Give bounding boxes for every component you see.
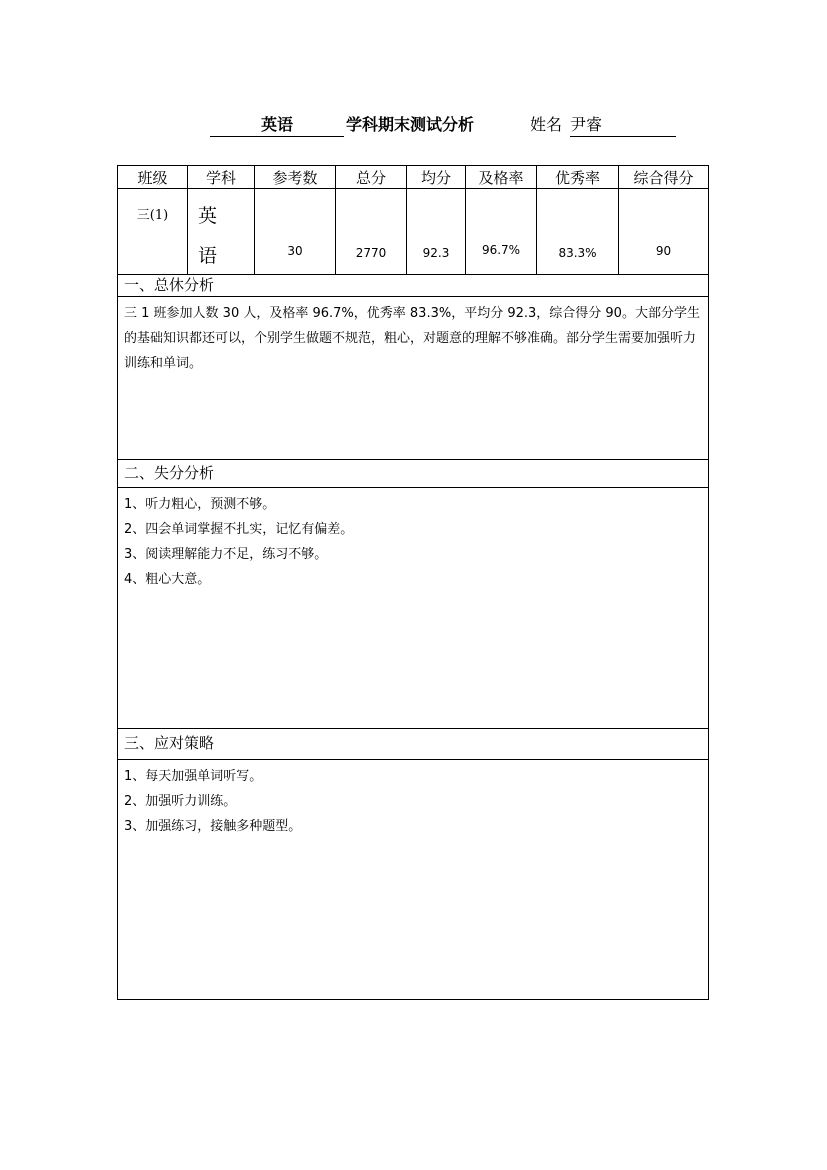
section-overall-text: 三 1 班参加人数 30 人，及格率 96.7%，优秀率 83.3%，平均分 92.3，综合得分 90。大部分学生的基础知识都还可以，个别学生做题不规范，粗心，对题意的理解不够准确。部分学生需要加强听力训练和单词。 (124, 306, 700, 371)
section-title-loss: 二、失分分析 (118, 460, 708, 488)
title-main: 学科期末测试分析 (346, 115, 475, 134)
value-excellent-rate: 83.3% (558, 246, 597, 260)
value-overall: 90 (655, 244, 672, 258)
value-overall-cell (619, 189, 708, 274)
list-item: 2、四会单词掌握不扎实，记忆有偏差。 (124, 522, 354, 537)
header-excellent-rate: 优秀率 (537, 166, 619, 188)
table-values-row (118, 189, 708, 275)
header-total: 总分 (336, 166, 407, 188)
header-overall: 综合得分 (633, 168, 694, 187)
value-average: 92.3 (422, 246, 450, 260)
section-body-strategy (118, 760, 708, 999)
value-pass-rate: 96.7% (481, 243, 521, 257)
section-title-strategy: 三、应对策略 (118, 729, 708, 760)
value-average-cell (407, 189, 466, 274)
table-header-row (118, 166, 708, 189)
list-item: 1、听力粗心，预测不够。 (124, 497, 276, 512)
analysis-table (117, 165, 709, 1000)
value-class: 三(1) (136, 208, 169, 223)
section-body-overall (118, 297, 708, 460)
document-title (0, 112, 827, 136)
section-body-loss (118, 488, 708, 729)
list-item: 4、粗心大意。 (124, 572, 211, 587)
list-item: 1、每天加强单词听写。 (124, 769, 263, 784)
header-subject: 学科 (188, 166, 255, 188)
header-pass-rate: 及格率 (466, 166, 537, 188)
value-participants: 30 (287, 244, 303, 258)
header-participants: 参考数 (255, 166, 336, 188)
list-item: 3、加强练习，接触多种题型。 (124, 819, 302, 834)
value-total-cell (336, 189, 407, 274)
value-subject-cell (188, 189, 255, 274)
value-class-cell (118, 189, 188, 274)
list-item: 2、加强听力训练。 (124, 794, 237, 809)
section-title-overall: 一、总休分析 (118, 275, 708, 297)
value-subject-line1: 英 (198, 205, 218, 227)
list-item: 3、阅读理解能力不足，练习不够。 (124, 547, 328, 562)
header-average: 均分 (407, 166, 466, 188)
title-subject: 英语 (210, 112, 344, 137)
value-participants-cell (255, 189, 336, 274)
header-class: 班级 (118, 166, 188, 188)
value-excellent-rate-cell (537, 189, 619, 274)
name-label: 姓名 (530, 115, 563, 134)
value-pass-rate-cell (466, 189, 537, 274)
value-total: 2770 (355, 246, 387, 260)
name-value: 尹睿 (570, 112, 676, 137)
value-subject-line2: 语 (198, 245, 218, 267)
